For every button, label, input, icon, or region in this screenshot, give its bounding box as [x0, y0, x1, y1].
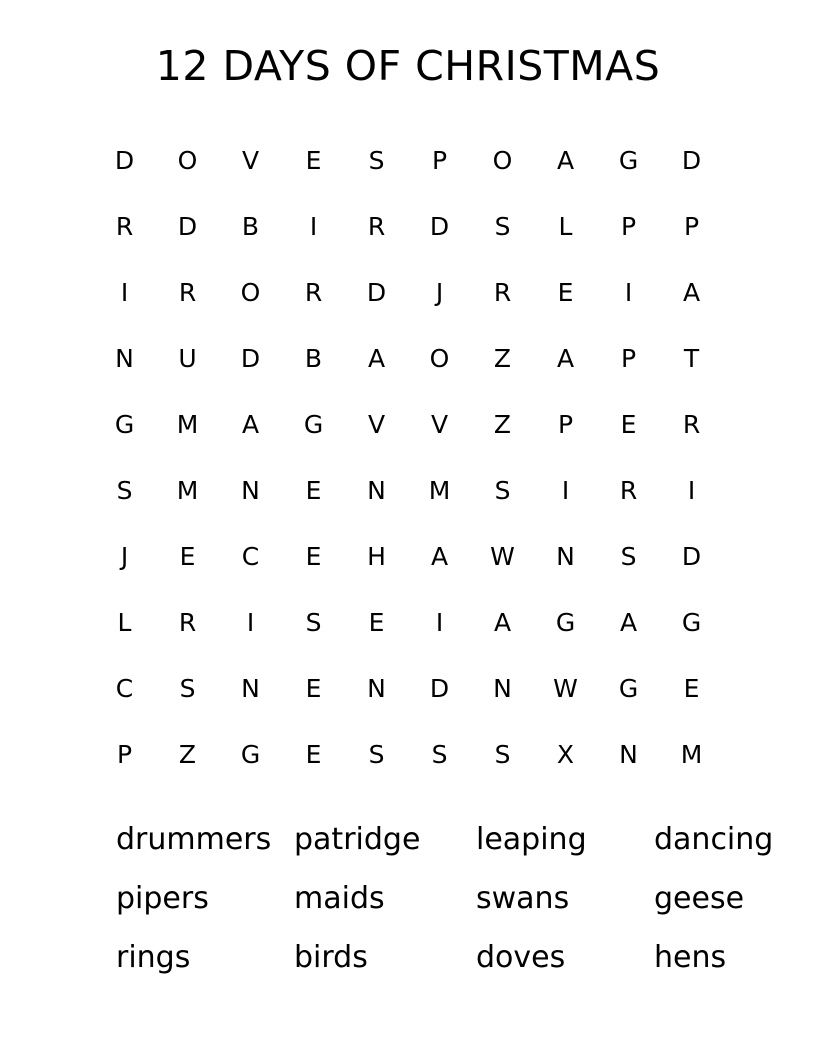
grid-cell: R [619, 476, 638, 505]
grid-cell: D [240, 344, 261, 373]
grid-cell: D [429, 674, 450, 703]
grid-cell: N [493, 674, 512, 703]
grid-cell: E [620, 410, 637, 439]
grid-cell: G [618, 146, 639, 175]
grid-cell: G [681, 608, 702, 637]
grid-cell: P [683, 212, 700, 241]
grid-cell: G [555, 608, 576, 637]
grid-cell: A [619, 608, 638, 637]
grid-cell: M [680, 740, 703, 769]
grid-cell: R [178, 608, 197, 637]
grid-cell: G [618, 674, 639, 703]
grid-cell: X [556, 740, 575, 769]
grid-cell: D [429, 212, 450, 241]
word-list [68, 810, 774, 987]
grid-cell: S [305, 608, 322, 637]
word-list-item: swans [476, 881, 570, 916]
grid-cell: Z [493, 344, 512, 373]
grid-cell: I [246, 608, 255, 637]
grid-cell: R [115, 212, 134, 241]
grid-cell: T [683, 344, 700, 373]
grid-cell: P [116, 740, 133, 769]
grid-cell: A [430, 542, 449, 571]
grid-cell: D [681, 542, 702, 571]
grid-cell: D [114, 146, 135, 175]
word-list-column [476, 810, 654, 987]
word-search-grid [93, 128, 723, 788]
grid-cell: R [178, 278, 197, 307]
grid-cell: G [303, 410, 324, 439]
grid-cell: C [241, 542, 260, 571]
grid-cell: P [620, 212, 637, 241]
grid-cell: B [241, 212, 260, 241]
word-list-item: maids [294, 881, 385, 916]
word-list-column [654, 810, 794, 987]
grid-cell: R [493, 278, 512, 307]
grid-cell: A [241, 410, 260, 439]
word-list-item: dancing [654, 822, 774, 857]
grid-cell: A [493, 608, 512, 637]
grid-cell: N [619, 740, 638, 769]
page-title: 12 DAYS OF CHRISTMAS [155, 42, 661, 90]
grid-cell: E [305, 740, 322, 769]
grid-cell: S [494, 212, 511, 241]
grid-cell: S [494, 476, 511, 505]
grid-cell: N [367, 674, 386, 703]
grid-cell: B [304, 344, 323, 373]
grid-cell: S [620, 542, 637, 571]
grid-cell: D [177, 212, 198, 241]
grid-cell: N [367, 476, 386, 505]
grid-cell: A [556, 344, 575, 373]
grid-cell: O [177, 146, 198, 175]
grid-cell: V [430, 410, 449, 439]
word-list-item: patridge [294, 822, 421, 857]
grid-cell: W [490, 542, 515, 571]
word-list-column [116, 810, 294, 987]
word-list-item: leaping [476, 822, 587, 857]
word-list-item: geese [654, 881, 745, 916]
grid-cell: P [431, 146, 448, 175]
word-list-item: rings [116, 940, 191, 975]
grid-cell: V [367, 410, 386, 439]
grid-cell: L [117, 608, 132, 637]
grid-cell: O [240, 278, 261, 307]
grid-cell: N [115, 344, 134, 373]
grid-cell: E [305, 476, 322, 505]
grid-cell: S [368, 146, 385, 175]
word-list-item: birds [294, 940, 368, 975]
grid-cell: W [553, 674, 578, 703]
word-list-item: pipers [116, 881, 209, 916]
grid-cell: I [624, 278, 633, 307]
grid-cell: A [682, 278, 701, 307]
grid-cell: P [557, 410, 574, 439]
grid-cell: J [435, 278, 444, 307]
grid-cell: M [176, 476, 199, 505]
grid-cell: G [240, 740, 261, 769]
grid-cell: U [178, 344, 197, 373]
grid-cell: M [428, 476, 451, 505]
grid-cell: J [120, 542, 129, 571]
grid-cell: N [241, 476, 260, 505]
grid-cell: S [116, 476, 133, 505]
grid-cell: S [494, 740, 511, 769]
word-list-column [294, 810, 476, 987]
grid-cell: E [305, 674, 322, 703]
word-list-item: hens [654, 940, 727, 975]
grid-cell: R [682, 410, 701, 439]
grid-cell: M [176, 410, 199, 439]
word-list-item: drummers [116, 822, 272, 857]
grid-cell: Z [178, 740, 197, 769]
grid-cell: O [429, 344, 450, 373]
grid-cell: S [179, 674, 196, 703]
grid-cell: S [431, 740, 448, 769]
grid-cell: Z [493, 410, 512, 439]
grid-cell: E [305, 542, 322, 571]
grid-cell: P [620, 344, 637, 373]
grid-cell: C [115, 674, 134, 703]
word-list-item: doves [476, 940, 566, 975]
grid-cell: E [368, 608, 385, 637]
grid-cell: G [114, 410, 135, 439]
grid-cell: N [241, 674, 260, 703]
grid-cell: I [309, 212, 318, 241]
grid-cell: D [681, 146, 702, 175]
grid-cell: E [305, 146, 322, 175]
grid-cell: I [561, 476, 570, 505]
grid-cell: A [556, 146, 575, 175]
grid-cell: N [556, 542, 575, 571]
grid-cell: I [687, 476, 696, 505]
grid-cell: L [558, 212, 573, 241]
grid-cell: A [367, 344, 386, 373]
grid-cell: H [367, 542, 386, 571]
grid-cell: R [367, 212, 386, 241]
grid-cell: E [179, 542, 196, 571]
grid-cell: S [368, 740, 385, 769]
grid-cell: V [241, 146, 260, 175]
grid-cell: E [557, 278, 574, 307]
grid-cell: E [683, 674, 700, 703]
grid-cell: O [492, 146, 513, 175]
grid-cell: D [366, 278, 387, 307]
grid-cell: R [304, 278, 323, 307]
grid-cell: I [435, 608, 444, 637]
grid-cell: I [120, 278, 129, 307]
